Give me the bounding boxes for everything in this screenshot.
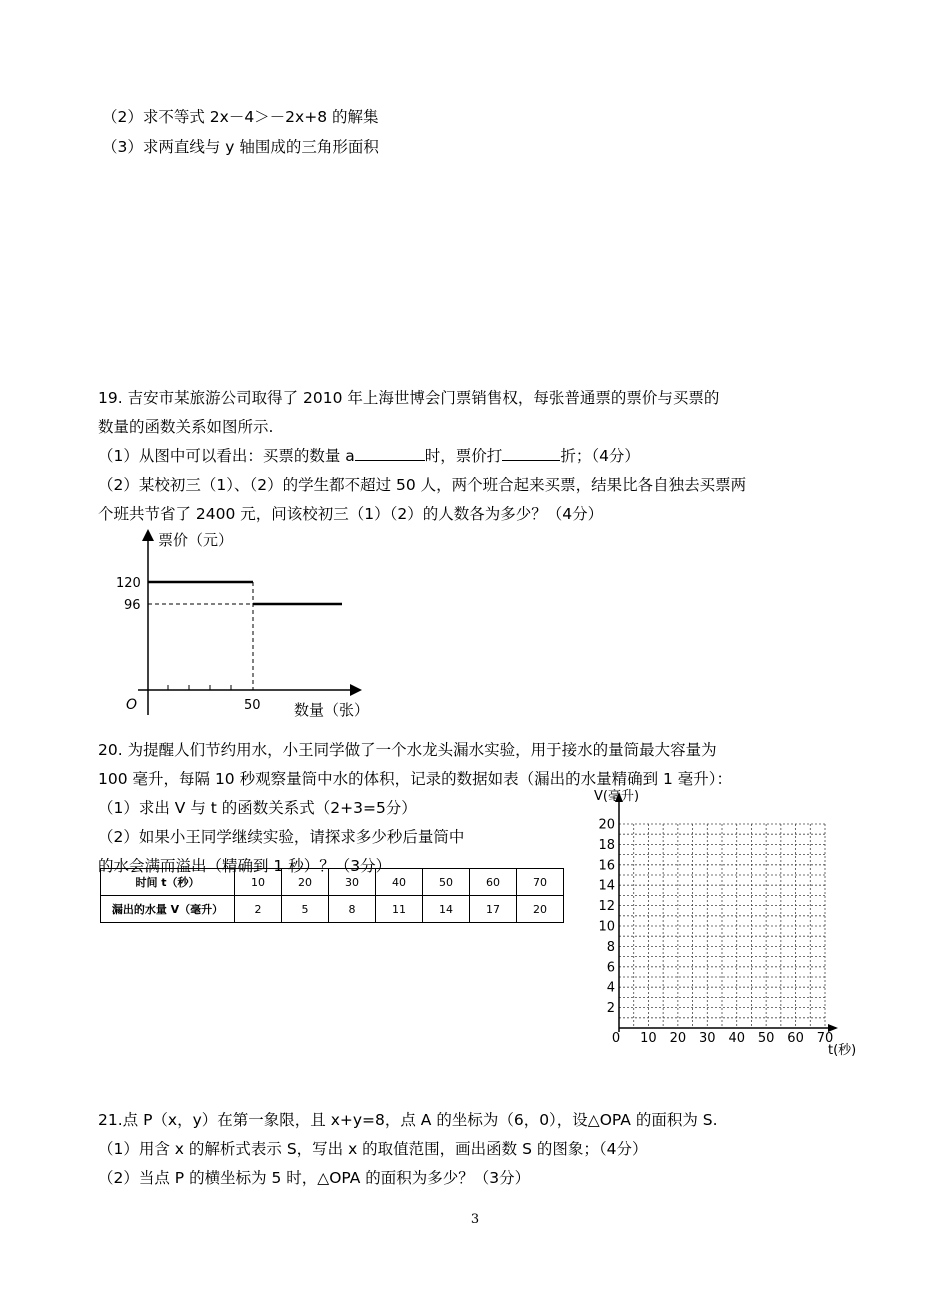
table-cell: 30 [329, 869, 376, 896]
leak-data-table [100, 868, 564, 923]
grid-x-axis-label: t(秒) [828, 1043, 857, 1058]
q20-stem-line1: 20. 为提醒人们节约用水，小王同学做了一个水龙头漏水实验，用于接水的量筒最大容量为 [98, 741, 717, 759]
answer-blank-discount[interactable] [502, 446, 560, 461]
q19-part1-mid: 时，票价打 [424, 447, 503, 465]
q21-stem: 21.点 P（x，y）在第一象限，且 x+y=8，点 A 的坐标为（6，0），设△OPA 的面积为 S. [98, 1111, 718, 1129]
ticket-price-graph [110, 525, 390, 725]
q19-part1-prefix: （1）从图中可以看出：买票的数量 a [98, 447, 355, 465]
grid-x-tick-label: 0 [611, 1031, 621, 1046]
y-tick-96: 96 [124, 598, 141, 613]
grid-x-tick-label: 30 [699, 1031, 716, 1046]
q20-part1: （1）求出 V 与 t 的函数关系式（2+3=5分） [98, 799, 417, 817]
y-axis-label: 票价（元） [158, 531, 234, 549]
grid-x-tick-label: 40 [728, 1031, 745, 1046]
q19-stem-line1: 19. 吉安市某旅游公司取得了 2010 年上海世博会门票销售权，每张普通票的票价与买票的 [98, 389, 720, 407]
grid-y-tick-label: 4 [606, 980, 615, 996]
q20-stem-line2: 100 毫升，每隔 10 秒观察量筒中水的体积，记录的数据如表（漏出的水量精确到 1 毫升）： [98, 770, 733, 788]
volume-time-grid [588, 784, 868, 1064]
table-row-volume [101, 896, 564, 923]
grid-y-tick-label: 20 [598, 817, 615, 833]
grid-x-tick-label: 10 [640, 1031, 657, 1046]
q19-stem-line2: 数量的函数关系如图所示. [98, 418, 274, 436]
q21-part1: （1）用含 x 的解析式表示 S，写出 x 的取值范围，画出函数 S 的图象；（4分） [98, 1140, 648, 1158]
table-cell: 5 [282, 896, 329, 923]
grid-y-tick-label: 14 [598, 878, 615, 894]
grid-y-axis-label: V(毫升) [594, 789, 640, 804]
q19-part2-line1: （2）某校初三（1）、（2）的学生都不超过 50 人，两个班合起来买票，结果比各自独去买票两 [98, 476, 747, 494]
grid-x-tick-label: 70 [816, 1031, 834, 1046]
q19-block [98, 384, 858, 529]
table-header-volume: 漏出的水量 V（毫升） [101, 896, 235, 923]
grid-y-tick-label: 8 [606, 939, 615, 955]
table-row-time [101, 869, 564, 896]
table-cell: 11 [376, 896, 423, 923]
table-cell: 70 [517, 869, 564, 896]
q18-part3: （3）求两直线与 y 轴围成的三角形面积 [102, 138, 379, 156]
q18-part2: （2）求不等式 2x－4＞－2x+8 的解集 [102, 108, 379, 126]
grid-y-tick-label: 10 [598, 919, 615, 935]
grid-y-tick-label: 12 [598, 899, 615, 915]
x-axis-label: 数量（张） [294, 701, 370, 719]
q20-part2-line1: （2）如果小王同学继续实验，请探求多少秒后量筒中 [98, 828, 465, 846]
q19-part1-suffix: 折；（4分） [560, 447, 640, 465]
table-cell: 40 [376, 869, 423, 896]
table-cell: 10 [235, 869, 282, 896]
answer-blank-quantity[interactable] [355, 446, 425, 461]
grid-x-labels [612, 1031, 833, 1046]
table-cell: 20 [282, 869, 329, 896]
grid-y-tick-label: 2 [606, 1001, 615, 1017]
page-number: 3 [470, 1212, 480, 1227]
table-cell: 17 [470, 896, 517, 923]
q21-block [98, 1106, 858, 1193]
grid-y-labels [598, 818, 615, 1017]
y-axis-arrow [142, 529, 154, 541]
table-cell: 14 [423, 896, 470, 923]
y-tick-120: 120 [116, 576, 141, 591]
grid-lines [619, 824, 825, 1028]
q20-part2-line2: 的水会满而溢出（精确到 1 秒）？（3分） [98, 857, 392, 875]
table-cell: 60 [470, 869, 517, 896]
q19-part2-line2: 个班共节省了 2400 元，问该校初三（1）（2）的人数各为多少？（4分） [98, 505, 604, 523]
q21-part2: （2）当点 P 的横坐标为 5 时，△OPA 的面积为多少？（3分） [98, 1169, 531, 1187]
origin-label: O [126, 697, 138, 713]
grid-y-tick-label: 6 [606, 960, 615, 976]
grid-x-tick-label: 20 [669, 1031, 687, 1046]
table-cell: 50 [423, 869, 470, 896]
grid-y-tick-label: 16 [598, 858, 615, 874]
table-cell: 20 [517, 896, 564, 923]
table-cell: 2 [235, 896, 282, 923]
table-cell: 8 [329, 896, 376, 923]
grid-x-tick-label: 60 [787, 1031, 804, 1046]
q19-part1 [98, 442, 858, 471]
x-tick-50: 50 [244, 698, 261, 713]
grid-x-tick-label: 50 [757, 1031, 775, 1046]
table-header-time: 时间 t（秒） [101, 869, 235, 896]
x-axis-arrow [350, 684, 362, 696]
grid-y-tick-label: 18 [598, 837, 615, 853]
